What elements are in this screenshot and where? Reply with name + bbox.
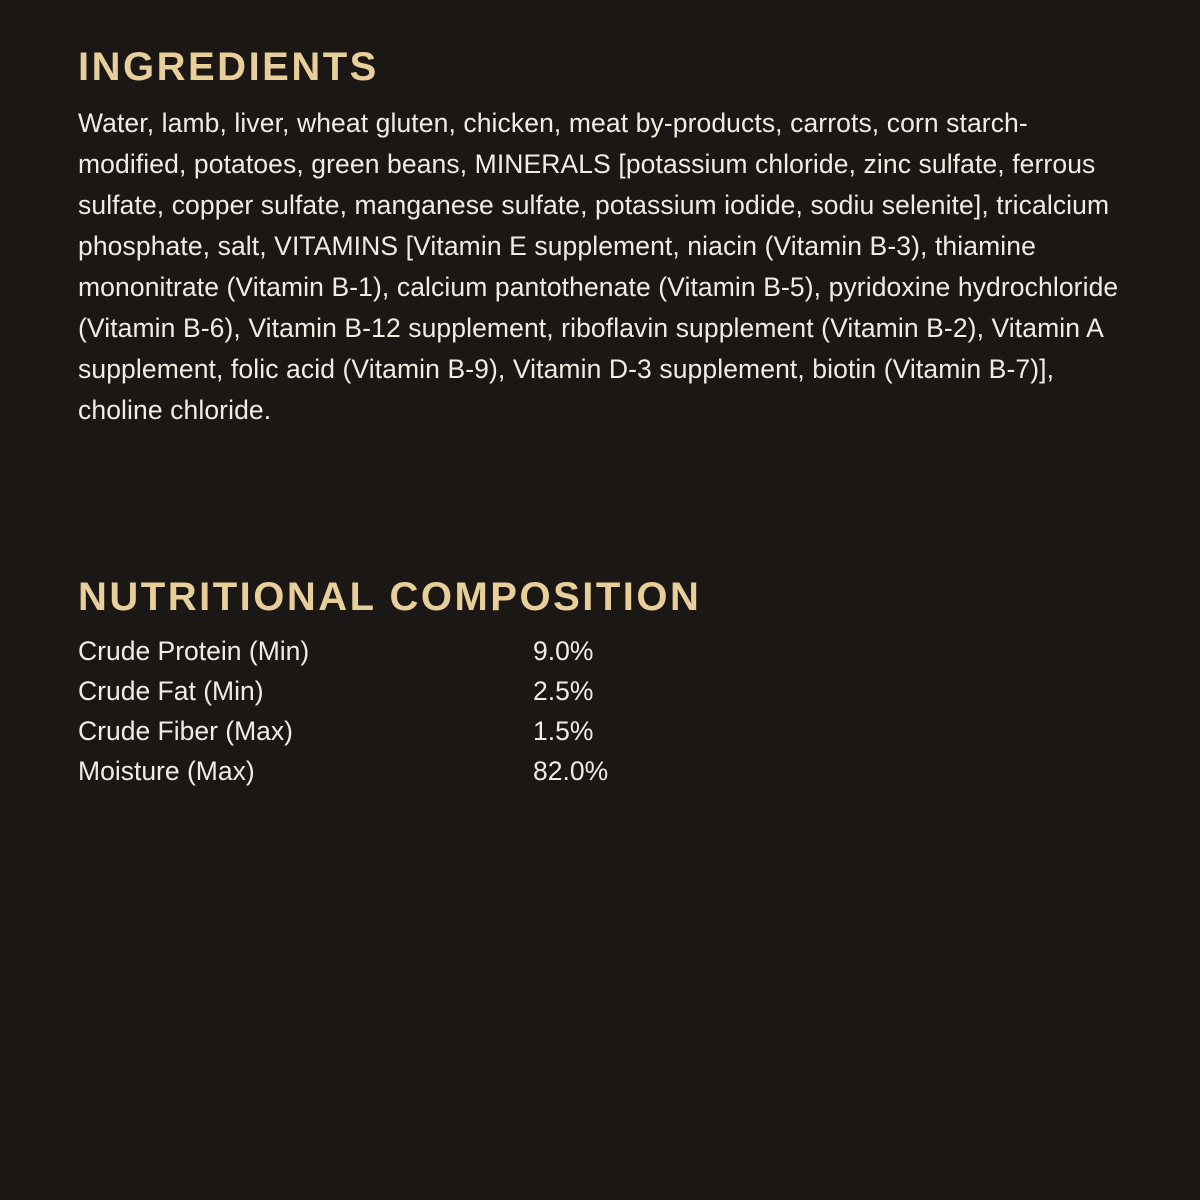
nutrient-name: Moisture (Max)	[78, 756, 255, 786]
nutrient-value: 2.5%	[533, 676, 594, 706]
table-row	[78, 631, 638, 671]
ingredients-section	[78, 45, 1128, 431]
nutrition-table	[78, 631, 638, 791]
nutrient-value: 9.0%	[533, 636, 594, 666]
nutrient-value: 82.0%	[533, 756, 609, 786]
nutrient-name: Crude Protein (Min)	[78, 636, 310, 666]
nutritional-composition-heading: NUTRITIONAL COMPOSITION	[78, 575, 702, 619]
table-row	[78, 711, 638, 751]
ingredients-text: Water, lamb, liver, wheat gluten, chicken, meat by-products, carrots, corn starch-modified, potatoes, green beans, MINERALS [potassium chloride, zinc sulfate, ferrous sulfate, copper sulfate, manganese sulfate, potassium iodide, sodiu selenite], tricalcium phosphate, salt, VITAMINS [Vitamin E supplement, niacin (Vitamin B-3), thiamine mononitrate (Vitamin B-1), calcium pantothenate (Vitamin B-5), pyridoxine hydrochloride (Vitamin B-6), Vitamin B-12 supplement, riboflavin supplement (Vitamin B-2), Vitamin A supplement, folic acid (Vitamin B-9), Vitamin D-3 supplement, biotin (Vitamin B-7)], choline chloride.	[78, 108, 1119, 425]
ingredients-heading: INGREDIENTS	[78, 45, 379, 89]
nutrient-value: 1.5%	[533, 716, 594, 746]
nutrient-name: Crude Fiber (Max)	[78, 716, 293, 746]
nutritional-composition-section	[78, 575, 718, 791]
nutrient-name: Crude Fat (Min)	[78, 676, 264, 706]
table-row	[78, 671, 638, 711]
table-row	[78, 751, 638, 791]
